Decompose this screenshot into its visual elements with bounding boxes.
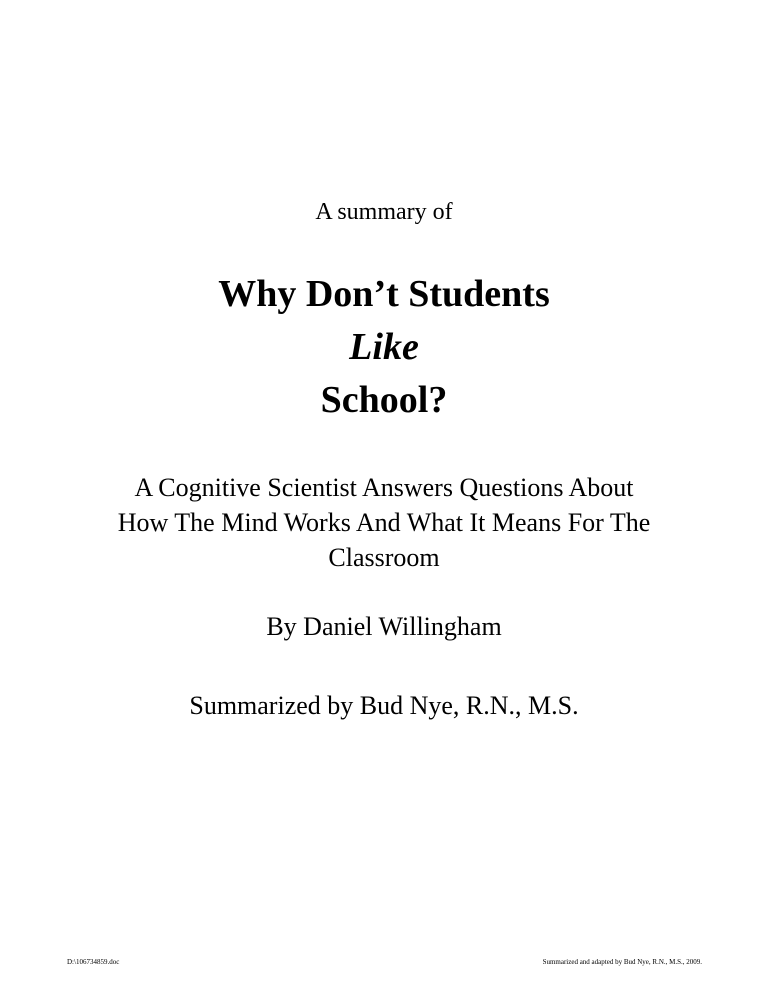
author-line: By Daniel Willingham <box>266 612 502 641</box>
book-title-line-2: Like <box>349 326 419 368</box>
summarizer-line: Summarized by Bud Nye, R.N., M.S. <box>189 691 579 720</box>
book-subtitle-line-3: Classroom <box>328 543 440 572</box>
book-title-line-3: School? <box>320 379 448 421</box>
footer-credit: Summarized and adapted by Bud Nye, R.N., M.S., 2009. <box>542 958 702 966</box>
book-subtitle-line-1: A Cognitive Scientist Answers Questions About <box>134 473 634 502</box>
intro-text: A summary of <box>315 199 453 225</box>
book-subtitle <box>0 470 768 575</box>
book-subtitle-line-2: How The Mind Works And What It Means For The <box>117 508 651 537</box>
footer-file-path: D:\106734859.doc <box>67 958 120 966</box>
book-title-line-1: Why Don’t Students <box>218 273 550 315</box>
